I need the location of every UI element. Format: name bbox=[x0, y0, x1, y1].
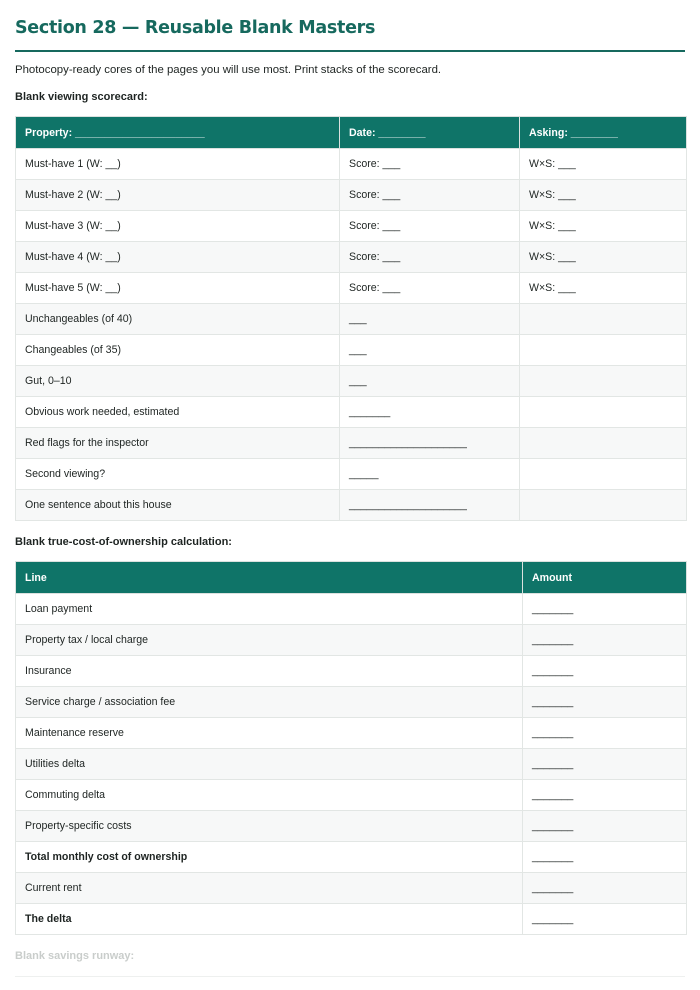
ownership-header-line: Line bbox=[16, 562, 523, 594]
ownership-amount-cell: _______ bbox=[523, 842, 687, 873]
table-row bbox=[16, 904, 687, 935]
scorecard-header-property: Property: ______________________ bbox=[16, 117, 340, 149]
ownership-header-row bbox=[16, 562, 687, 594]
ownership-amount-cell: _______ bbox=[523, 749, 687, 780]
table-row bbox=[16, 211, 687, 242]
table-row bbox=[16, 873, 687, 904]
scorecard-item-cell: Must-have 5 (W: __) bbox=[16, 273, 340, 304]
scorecard-item-cell: Must-have 4 (W: __) bbox=[16, 242, 340, 273]
ownership-amount-cell: _______ bbox=[523, 625, 687, 656]
scorecard-score-cell: Score: ___ bbox=[340, 211, 520, 242]
ownership-amount-cell: _______ bbox=[523, 656, 687, 687]
scorecard-header-row bbox=[16, 117, 687, 149]
ownership-amount-cell: _______ bbox=[523, 687, 687, 718]
ownership-line-cell: Property-specific costs bbox=[16, 811, 523, 842]
table-row bbox=[16, 335, 687, 366]
scorecard-score-cell: Score: ___ bbox=[340, 242, 520, 273]
scorecard-score-cell: _____ bbox=[340, 459, 520, 490]
scorecard-score-cell: ____________________ bbox=[340, 428, 520, 459]
ownership-line-cell: The delta bbox=[16, 904, 523, 935]
scorecard-score-cell: ____________________ bbox=[340, 490, 520, 521]
ownership-table bbox=[15, 561, 687, 935]
table-row bbox=[16, 149, 687, 180]
scorecard-header-date: Date: ________ bbox=[340, 117, 520, 149]
page-title: Section 28 — Reusable Blank Masters bbox=[15, 18, 376, 38]
ownership-line-cell: Property tax / local charge bbox=[16, 625, 523, 656]
scorecard-score-cell: Score: ___ bbox=[340, 180, 520, 211]
ownership-amount-cell: _______ bbox=[523, 873, 687, 904]
table-row bbox=[16, 811, 687, 842]
scorecard-score-cell: _______ bbox=[340, 397, 520, 428]
table-row bbox=[16, 459, 687, 490]
scorecard-item-cell: Gut, 0–10 bbox=[16, 366, 340, 397]
scorecard-item-cell: One sentence about this house bbox=[16, 490, 340, 521]
scorecard-score-cell: ___ bbox=[340, 366, 520, 397]
ownership-line-cell: Maintenance reserve bbox=[16, 718, 523, 749]
scorecard-header-asking: Asking: ________ bbox=[520, 117, 687, 149]
ownership-label: Blank true-cost-of-ownership calculation: bbox=[15, 536, 232, 548]
table-row bbox=[16, 780, 687, 811]
ownership-header-amount: Amount bbox=[523, 562, 687, 594]
scorecard-score-cell: Score: ___ bbox=[340, 273, 520, 304]
scorecard-weighted-cell: W×S: ___ bbox=[520, 149, 687, 180]
scorecard-item-cell: Changeables (of 35) bbox=[16, 335, 340, 366]
ownership-line-cell: Insurance bbox=[16, 656, 523, 687]
scorecard-weighted-cell: W×S: ___ bbox=[520, 180, 687, 211]
table-row bbox=[16, 656, 687, 687]
table-row bbox=[16, 366, 687, 397]
ownership-line-cell: Utilities delta bbox=[16, 749, 523, 780]
scorecard-table bbox=[15, 116, 687, 521]
ownership-amount-cell: _______ bbox=[523, 780, 687, 811]
scorecard-score-cell: Score: ___ bbox=[340, 149, 520, 180]
scorecard-weighted-cell bbox=[520, 366, 687, 397]
ownership-amount-cell: _______ bbox=[523, 718, 687, 749]
scorecard-item-cell: Must-have 1 (W: __) bbox=[16, 149, 340, 180]
scorecard-item-cell: Obvious work needed, estimated bbox=[16, 397, 340, 428]
runway-divider bbox=[15, 976, 685, 977]
table-row bbox=[16, 397, 687, 428]
table-row bbox=[16, 842, 687, 873]
scorecard-score-cell: ___ bbox=[340, 304, 520, 335]
ownership-line-cell: Total monthly cost of ownership bbox=[16, 842, 523, 873]
table-row bbox=[16, 749, 687, 780]
ownership-line-cell: Current rent bbox=[16, 873, 523, 904]
scorecard-weighted-cell bbox=[520, 459, 687, 490]
table-row bbox=[16, 594, 687, 625]
scorecard-weighted-cell bbox=[520, 335, 687, 366]
scorecard-item-cell: Second viewing? bbox=[16, 459, 340, 490]
table-row bbox=[16, 490, 687, 521]
ownership-line-cell: Commuting delta bbox=[16, 780, 523, 811]
scorecard-weighted-cell bbox=[520, 397, 687, 428]
intro-text: Photocopy-ready cores of the pages you will use most. Print stacks of the scorecard. bbox=[15, 64, 442, 76]
table-row bbox=[16, 242, 687, 273]
ownership-line-cell: Service charge / association fee bbox=[16, 687, 523, 718]
title-divider bbox=[15, 50, 685, 52]
scorecard-weighted-cell: W×S: ___ bbox=[520, 273, 687, 304]
table-row bbox=[16, 180, 687, 211]
scorecard-weighted-cell: W×S: ___ bbox=[520, 211, 687, 242]
table-row bbox=[16, 273, 687, 304]
table-row bbox=[16, 687, 687, 718]
scorecard-weighted-cell bbox=[520, 304, 687, 335]
ownership-amount-cell: _______ bbox=[523, 811, 687, 842]
scorecard-item-cell: Must-have 2 (W: __) bbox=[16, 180, 340, 211]
scorecard-item-cell: Red flags for the inspector bbox=[16, 428, 340, 459]
ownership-amount-cell: _______ bbox=[523, 594, 687, 625]
ownership-line-cell: Loan payment bbox=[16, 594, 523, 625]
table-row bbox=[16, 625, 687, 656]
runway-label: Blank savings runway: bbox=[15, 950, 135, 962]
scorecard-label: Blank viewing scorecard: bbox=[15, 91, 148, 103]
table-row bbox=[16, 304, 687, 335]
ownership-amount-cell: _______ bbox=[523, 904, 687, 935]
scorecard-item-cell: Unchangeables (of 40) bbox=[16, 304, 340, 335]
scorecard-score-cell: ___ bbox=[340, 335, 520, 366]
scorecard-weighted-cell bbox=[520, 490, 687, 521]
scorecard-item-cell: Must-have 3 (W: __) bbox=[16, 211, 340, 242]
scorecard-weighted-cell bbox=[520, 428, 687, 459]
table-row bbox=[16, 718, 687, 749]
scorecard-weighted-cell: W×S: ___ bbox=[520, 242, 687, 273]
table-row bbox=[16, 428, 687, 459]
